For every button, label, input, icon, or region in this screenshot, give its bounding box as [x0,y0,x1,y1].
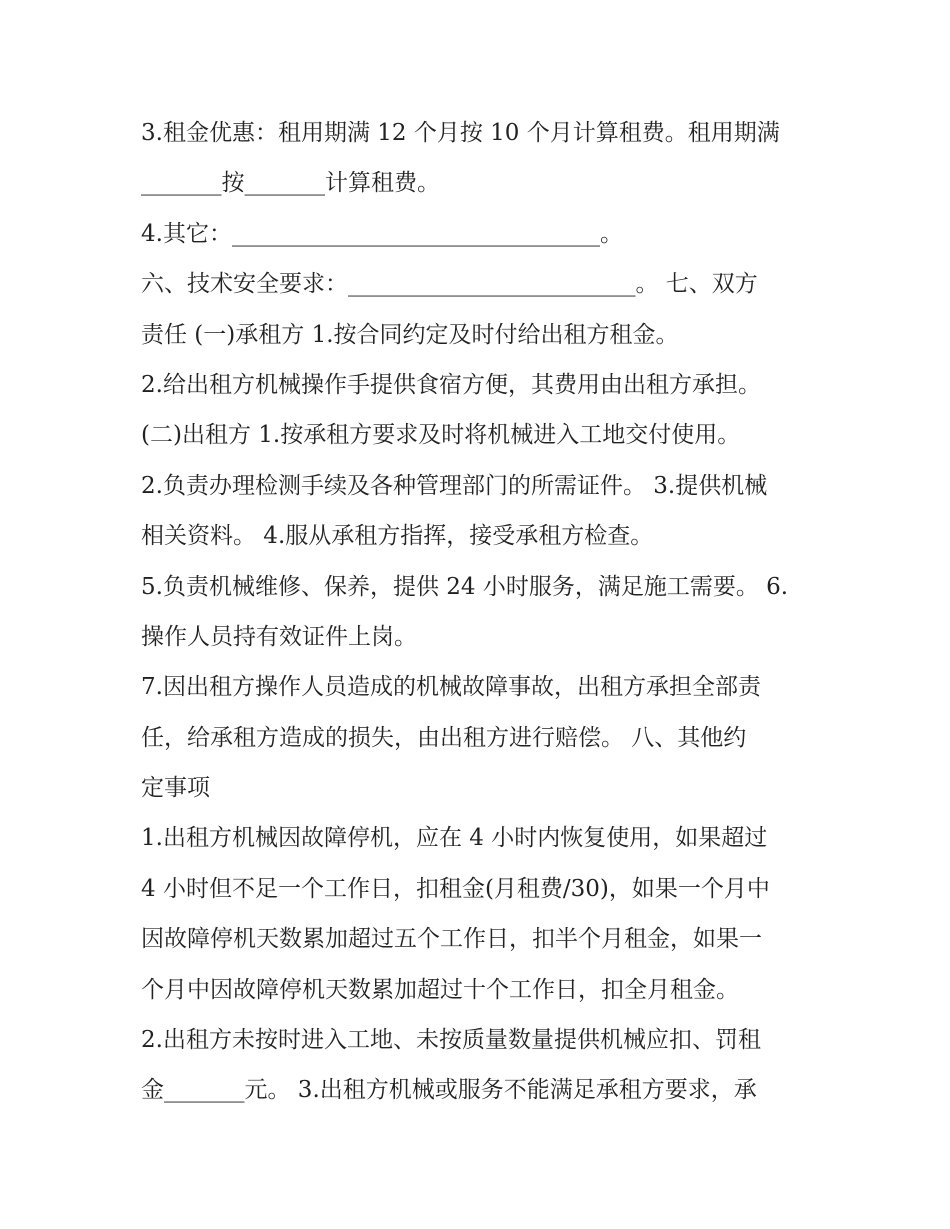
text-line: 5.负责机械维修、保养，提供 24 小时服务，满足施工需要。 6. [141,573,789,600]
text-line: 2.出租方未按时进入工地、未按质量数量提供机械应扣、罚租 [141,1027,761,1054]
text-line: 责任 (一)承租方 1.按合同约定及时付给出租方租金。 [141,321,679,348]
contract-text [141,108,821,1116]
text-line: 2.给出租方机械操作手提供食宿方便，其费用由出租方承担。 [141,371,761,398]
text-line: 2.负责办理检测手续及各种管理部门的所需证件。 3.提供机械 [141,472,768,499]
text-line: 4 小时但不足一个工作日，扣租金(月租费/30)，如果一个月中 [141,875,770,902]
text-line: 个月中因故障停机天数累加超过十个工作日，扣全月租金。 [141,976,739,1003]
text-line: 1.出租方机械因故障停机，应在 4 小时内恢复使用，如果超过 [141,825,768,852]
text-line: _______按_______计算租费。 [141,170,440,197]
text-line: 相关资料。 4.服从承租方指挥，接受承租方检查。 [141,523,654,550]
text-line: 任，给承租方造成的损失，由出租方进行赔偿。 八、其他约 [141,724,747,751]
text-line: (二)出租方 1.按承租方要求及时将机械进入工地交付使用。 [141,422,741,449]
text-line: 4.其它：________________________________。 [141,220,623,247]
text-line: 3.租金优惠：租用期满 12 个月按 10 个月计算租费。租用期满 [141,120,780,146]
text-line: 金_______元。 3.出租方机械或服务不能满足承租方要求，承 [141,1077,757,1104]
text-line: 操作人员持有效证件上岗。 [141,623,417,650]
text-line: 因故障停机天数累加超过五个工作日，扣半个月租金，如果一 [141,926,762,953]
text-line: 7.因出租方操作人员造成的机械故障事故，出租方承担全部责 [141,674,761,701]
text-line: 六、技术安全要求：_________________________。 七、双方 [141,271,758,298]
text-line: 定事项 [141,775,210,802]
